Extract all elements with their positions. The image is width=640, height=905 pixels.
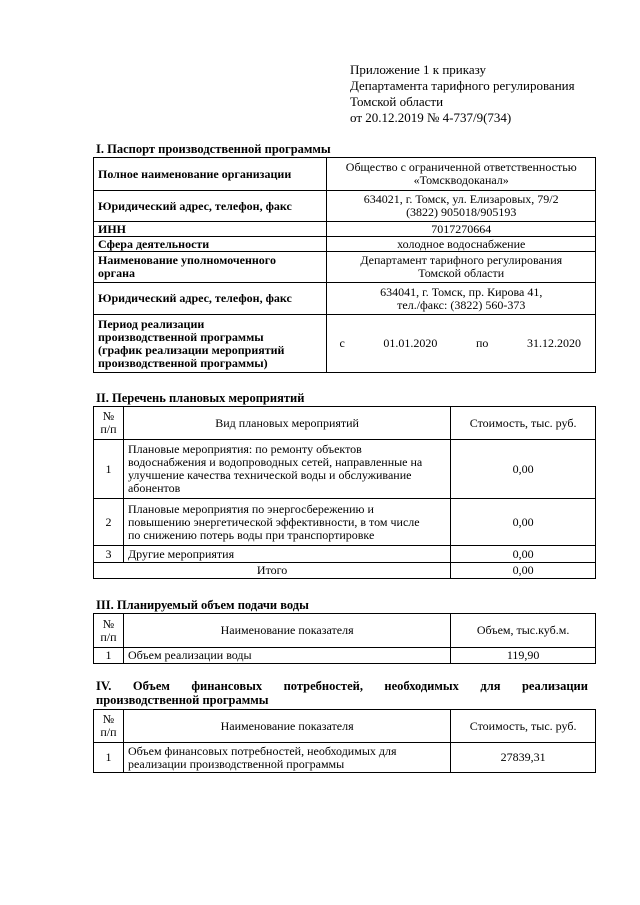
table-row bbox=[94, 283, 596, 315]
row-label: Наименование уполномоченного органа bbox=[94, 252, 327, 283]
row-name: Другие мероприятия bbox=[123, 546, 450, 563]
row-cost: 0,00 bbox=[451, 440, 596, 499]
section4-title: IV. Объем финансовых потребностей, необходимых для реализации производственной программы bbox=[96, 679, 588, 707]
row-label: Юридический адрес, телефон, факс bbox=[94, 191, 327, 222]
row-num: 3 bbox=[94, 546, 124, 563]
header-num: № п/п bbox=[94, 407, 124, 440]
row-name: Объем финансовых потребностей, необходимых для реализации производственной программы bbox=[123, 743, 450, 773]
row-value: Общество с ограниченной ответственностью «Томскводоканал» bbox=[327, 158, 596, 191]
row-value: 7017270664 bbox=[327, 222, 596, 237]
period-value bbox=[327, 315, 596, 373]
table-row bbox=[94, 546, 596, 563]
table-row bbox=[94, 440, 596, 499]
volume-table bbox=[93, 613, 596, 664]
section2-title: II. Перечень плановых мероприятий bbox=[96, 391, 305, 405]
row-num: 1 bbox=[94, 648, 124, 664]
period-to-date: 31.12.2020 bbox=[527, 336, 581, 350]
row-name: Плановые мероприятия по энергосбережению и повышению энергетической эффективности, в том числе по снижению потерь воды при транспортировке bbox=[123, 499, 450, 546]
appendix-line: Приложение 1 к приказу bbox=[350, 62, 487, 77]
header-cost: Стоимость, тыс. руб. bbox=[451, 710, 596, 743]
total-value: 0,00 bbox=[451, 563, 596, 579]
row-value: 27839,31 bbox=[451, 743, 596, 773]
header-name: Наименование показателя bbox=[123, 710, 450, 743]
row-label: Юридический адрес, телефон, факс bbox=[94, 283, 327, 315]
row-name: Плановые мероприятия: по ремонту объектов водоснабжения и водопроводных сетей, направленные на улучшение качества технической воды и обслуживание абонентов bbox=[123, 440, 450, 499]
measures-table bbox=[93, 406, 596, 579]
header-num: № п/п bbox=[94, 710, 124, 743]
finance-table bbox=[93, 709, 596, 773]
table-row bbox=[94, 222, 596, 237]
table-row bbox=[94, 499, 596, 546]
appendix-header bbox=[350, 62, 575, 126]
table-header-row bbox=[94, 614, 596, 648]
row-value: 634041, г. Томск, пр. Кирова 41, тел./факс: (3822) 560-373 bbox=[327, 283, 596, 315]
table-row bbox=[94, 315, 596, 373]
table-total-row bbox=[94, 563, 596, 579]
row-num: 1 bbox=[94, 743, 124, 773]
table-row bbox=[94, 158, 596, 191]
period-to-word: по bbox=[475, 336, 489, 350]
total-label: Итого bbox=[94, 563, 451, 579]
table-header-row bbox=[94, 710, 596, 743]
period-from-word: с bbox=[339, 336, 345, 350]
header-cost: Стоимость, тыс. руб. bbox=[451, 407, 596, 440]
row-label: Сфера деятельности bbox=[94, 237, 327, 252]
table-row bbox=[94, 648, 596, 664]
row-num: 2 bbox=[94, 499, 124, 546]
period-label: Период реализации производственной программы (график реализации мероприятий производственной программы) bbox=[94, 315, 327, 373]
header-name: Наименование показателя bbox=[123, 614, 450, 648]
row-cost: 0,00 bbox=[451, 499, 596, 546]
table-row bbox=[94, 743, 596, 773]
row-value: Департамент тарифного регулирования Томской области bbox=[327, 252, 596, 283]
row-label: ИНН bbox=[94, 222, 327, 237]
passport-table bbox=[93, 157, 596, 373]
appendix-line: Томской области bbox=[350, 94, 444, 109]
row-label: Полное наименование организации bbox=[94, 158, 327, 191]
row-cost: 0,00 bbox=[451, 546, 596, 563]
table-row bbox=[94, 191, 596, 222]
header-value: Объем, тыс.куб.м. bbox=[451, 614, 596, 648]
appendix-line: от 20.12.2019 № 4-737/9(734) bbox=[350, 110, 512, 125]
table-row bbox=[94, 252, 596, 283]
period-from-date: 01.01.2020 bbox=[383, 336, 438, 350]
header-name: Вид плановых мероприятий bbox=[123, 407, 450, 440]
row-value: холодное водоснабжение bbox=[327, 237, 596, 252]
header-num: № п/п bbox=[94, 614, 124, 648]
row-value: 119,90 bbox=[451, 648, 596, 664]
appendix-line: Департамента тарифного регулирования bbox=[350, 78, 575, 93]
table-header-row bbox=[94, 407, 596, 440]
section3-title: III. Планируемый объем подачи воды bbox=[96, 598, 309, 612]
row-name: Объем реализации воды bbox=[123, 648, 450, 664]
section1-title: I. Паспорт производственной программы bbox=[96, 142, 331, 156]
table-row bbox=[94, 237, 596, 252]
row-num: 1 bbox=[94, 440, 124, 499]
row-value: 634021, г. Томск, ул. Елизаровых, 79/2 (3822) 905018/905193 bbox=[327, 191, 596, 222]
